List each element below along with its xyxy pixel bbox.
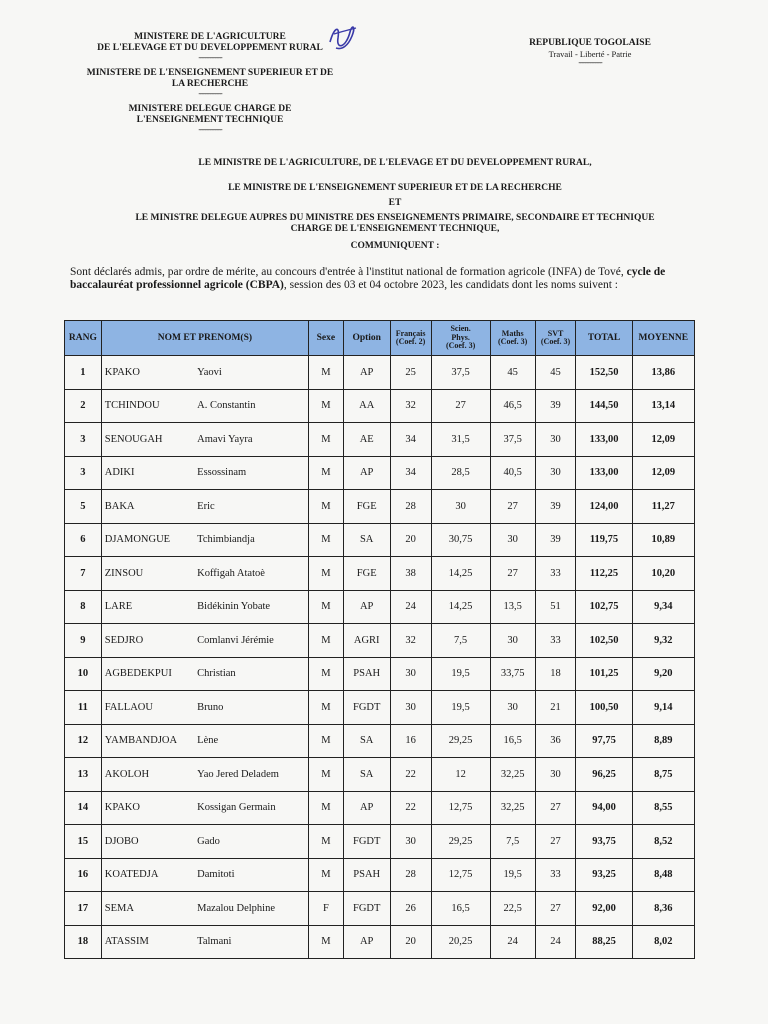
cell-maths: 40,5 — [490, 456, 535, 490]
cell-prenom: A. Constantin — [194, 389, 308, 423]
cell-prenom: Gado — [194, 825, 308, 859]
cell-svt: 45 — [535, 356, 576, 390]
cell-prenom: Bruno — [194, 691, 308, 725]
header-rang: RANG — [65, 321, 102, 356]
cell-moyenne: 8,52 — [632, 825, 694, 859]
table-row — [65, 691, 695, 725]
cell-nom: AGBEDEKPUI — [101, 657, 194, 691]
cell-maths: 30 — [490, 624, 535, 658]
cell-rang: 7 — [65, 557, 102, 591]
header-scien-coef: (Coef. 3) — [445, 341, 476, 351]
cell-scien-phys: 16,5 — [431, 892, 490, 926]
cell-nom: SEMA — [101, 892, 194, 926]
cell-scien-phys: 29,25 — [431, 825, 490, 859]
cell-moyenne: 8,55 — [632, 791, 694, 825]
ministry-higher-education-line2: LA RECHERCHE — [171, 79, 249, 89]
cell-francais: 16 — [390, 724, 431, 758]
cell-francais: 30 — [390, 657, 431, 691]
cell-rang: 1 — [65, 356, 102, 390]
cell-maths: 32,25 — [490, 791, 535, 825]
ministry-higher-education-line1: MINISTERE DE L'ENSEIGNEMENT SUPERIEUR ET DE — [86, 68, 334, 78]
cell-svt: 36 — [535, 724, 576, 758]
republic-header — [500, 38, 680, 67]
cell-option: AP — [343, 456, 390, 490]
cell-maths: 46,5 — [490, 389, 535, 423]
cell-francais: 26 — [390, 892, 431, 926]
cell-francais: 34 — [390, 423, 431, 457]
cell-sexe: M — [309, 657, 344, 691]
cell-svt: 21 — [535, 691, 576, 725]
cell-nom: YAMBANDJOA — [101, 724, 194, 758]
table-row — [65, 356, 695, 390]
cell-rang: 9 — [65, 624, 102, 658]
title-line-2: LE MINISTRE DE L'ENSEIGNEMENT SUPERIEUR ET DE LA RECHERCHE — [228, 183, 562, 193]
table-row — [65, 557, 695, 591]
cell-rang: 11 — [65, 691, 102, 725]
table-row — [65, 490, 695, 524]
results-table — [64, 320, 695, 959]
cell-prenom: Comlanvi Jérémie — [194, 624, 308, 658]
cell-moyenne: 8,36 — [632, 892, 694, 926]
intro-paragraph — [70, 266, 700, 292]
cell-prenom: Bidékinin Yobate — [194, 590, 308, 624]
table-row — [65, 925, 695, 959]
cell-maths: 37,5 — [490, 423, 535, 457]
cell-option: AP — [343, 791, 390, 825]
cell-maths: 27 — [490, 490, 535, 524]
cell-sexe: M — [309, 724, 344, 758]
cell-moyenne: 12,09 — [632, 456, 694, 490]
cell-scien-phys: 14,25 — [431, 557, 490, 591]
cell-total: 100,50 — [576, 691, 632, 725]
national-motto: Travail - Liberté - Patrie — [548, 49, 632, 59]
cell-total: 133,00 — [576, 423, 632, 457]
cell-option: PSAH — [343, 657, 390, 691]
cell-sexe: M — [309, 758, 344, 792]
cell-prenom: Christian — [194, 657, 308, 691]
cell-prenom: Yaovi — [194, 356, 308, 390]
cell-total: 93,25 — [576, 858, 632, 892]
table-row — [65, 389, 695, 423]
cell-scien-phys: 12 — [431, 758, 490, 792]
cell-sexe: M — [309, 389, 344, 423]
cell-nom: ADIKI — [101, 456, 194, 490]
cell-rang: 17 — [65, 892, 102, 926]
cell-option: AP — [343, 356, 390, 390]
cell-prenom: Essossinam — [194, 456, 308, 490]
cell-option: AP — [343, 590, 390, 624]
cell-nom: ATASSIM — [101, 925, 194, 959]
separator: -------------- — [198, 125, 222, 134]
title-line-1: LE MINISTRE DE L'AGRICULTURE, DE L'ELEVAGE ET DU DEVELOPPEMENT RURAL, — [198, 158, 592, 168]
cell-sexe: F — [309, 892, 344, 926]
cell-moyenne: 8,48 — [632, 858, 694, 892]
cell-sexe: M — [309, 925, 344, 959]
cell-francais: 28 — [390, 858, 431, 892]
cell-sexe: M — [309, 523, 344, 557]
cell-rang: 16 — [65, 858, 102, 892]
cell-svt: 24 — [535, 925, 576, 959]
table-row — [65, 724, 695, 758]
cell-option: PSAH — [343, 858, 390, 892]
cell-maths: 13,5 — [490, 590, 535, 624]
cell-prenom: Yao Jered Deladem — [194, 758, 308, 792]
cell-option: SA — [343, 724, 390, 758]
cell-moyenne: 10,89 — [632, 523, 694, 557]
cell-total: 88,25 — [576, 925, 632, 959]
cell-nom: KOATEDJA — [101, 858, 194, 892]
title-line-3: ET — [388, 198, 402, 208]
cell-option: FGDT — [343, 892, 390, 926]
cell-scien-phys: 12,75 — [431, 791, 490, 825]
cell-sexe: M — [309, 423, 344, 457]
cell-option: SA — [343, 758, 390, 792]
cell-prenom: Mazalou Delphine — [194, 892, 308, 926]
cell-rang: 3 — [65, 456, 102, 490]
intro-cycle-name: cycle de baccalauréat professionnel agricole (CBPA) — [70, 266, 666, 291]
cell-maths: 30 — [490, 523, 535, 557]
cell-total: 152,50 — [576, 356, 632, 390]
cell-scien-phys: 29,25 — [431, 724, 490, 758]
cell-nom: SENOUGAH — [101, 423, 194, 457]
cell-total: 119,75 — [576, 523, 632, 557]
cell-svt: 51 — [535, 590, 576, 624]
cell-moyenne: 9,34 — [632, 590, 694, 624]
table-row — [65, 791, 695, 825]
cell-moyenne: 8,75 — [632, 758, 694, 792]
cell-francais: 22 — [390, 758, 431, 792]
cell-prenom: Amavi Yayra — [194, 423, 308, 457]
communique-titles — [60, 158, 730, 252]
table-row — [65, 456, 695, 490]
cell-svt: 33 — [535, 624, 576, 658]
cell-rang: 3 — [65, 423, 102, 457]
cell-option: FGE — [343, 557, 390, 591]
ministry-technical-education-line2: L'ENSEIGNEMENT TECHNIQUE — [136, 115, 284, 125]
cell-maths: 16,5 — [490, 724, 535, 758]
cell-rang: 5 — [65, 490, 102, 524]
cell-scien-phys: 19,5 — [431, 657, 490, 691]
ministry-technical-education — [60, 104, 360, 134]
cell-francais: 25 — [390, 356, 431, 390]
cell-nom: AKOLOH — [101, 758, 194, 792]
table-row — [65, 892, 695, 926]
cell-total: 124,00 — [576, 490, 632, 524]
cell-sexe: M — [309, 557, 344, 591]
cell-option: FGE — [343, 490, 390, 524]
cell-moyenne: 12,09 — [632, 423, 694, 457]
header-francais-coef: (Coef. 2) — [395, 337, 426, 346]
cell-rang: 15 — [65, 825, 102, 859]
cell-maths: 19,5 — [490, 858, 535, 892]
header-total: TOTAL — [576, 321, 632, 356]
ministry-agriculture-line1: MINISTERE DE L'AGRICULTURE — [134, 32, 286, 42]
cell-option: AE — [343, 423, 390, 457]
cell-option: AA — [343, 389, 390, 423]
cell-rang: 2 — [65, 389, 102, 423]
cell-prenom: Koffigah Atatoè — [194, 557, 308, 591]
header-phys-label: Phys. — [451, 332, 470, 342]
header-scien-label: Scien. — [450, 324, 471, 334]
cell-sexe: M — [309, 691, 344, 725]
cell-francais: 24 — [390, 590, 431, 624]
header-moyenne: MOYENNE — [632, 321, 694, 356]
table-row — [65, 590, 695, 624]
cell-maths: 27 — [490, 557, 535, 591]
cell-sexe: M — [309, 624, 344, 658]
cell-total: 94,00 — [576, 791, 632, 825]
cell-moyenne: 8,02 — [632, 925, 694, 959]
cell-maths: 22,5 — [490, 892, 535, 926]
signature-mark — [326, 20, 358, 56]
cell-svt: 33 — [535, 557, 576, 591]
table-row — [65, 825, 695, 859]
cell-sexe: M — [309, 456, 344, 490]
cell-prenom: Tchimbiandja — [194, 523, 308, 557]
cell-francais: 20 — [390, 523, 431, 557]
cell-moyenne: 8,89 — [632, 724, 694, 758]
table-row — [65, 657, 695, 691]
cell-total: 112,25 — [576, 557, 632, 591]
header-svt-label: SVT — [547, 328, 564, 338]
cell-sexe: M — [309, 858, 344, 892]
cell-total: 101,25 — [576, 657, 632, 691]
intro-text-1: Sont déclarés admis, par ordre de mérite, au concours d'entrée à l'institut national de formation agricole (INFA) de Tové, — [70, 266, 624, 278]
cell-francais: 32 — [390, 624, 431, 658]
cell-svt: 27 — [535, 825, 576, 859]
cell-nom: FALLAOU — [101, 691, 194, 725]
header-svt — [535, 321, 576, 356]
country-name: REPUBLIQUE TOGOLAISE — [529, 38, 651, 48]
cell-francais: 30 — [390, 691, 431, 725]
cell-sexe: M — [309, 791, 344, 825]
header-maths — [490, 321, 535, 356]
cell-option: SA — [343, 523, 390, 557]
table-body — [65, 356, 695, 959]
title-line-4a: LE MINISTRE DELEGUE AUPRES DU MINISTRE DES ENSEIGNEMENTS PRIMAIRE, SECONDAIRE ET TECHNIQUE — [135, 213, 655, 223]
cell-svt: 39 — [535, 389, 576, 423]
header-nom-prenoms: NOM ET PRENOM(S) — [101, 321, 308, 356]
header-maths-label: Maths — [501, 328, 524, 338]
cell-rang: 12 — [65, 724, 102, 758]
cell-maths: 32,25 — [490, 758, 535, 792]
cell-prenom: Kossigan Germain — [194, 791, 308, 825]
cell-nom: BAKA — [101, 490, 194, 524]
cell-rang: 10 — [65, 657, 102, 691]
cell-scien-phys: 28,5 — [431, 456, 490, 490]
header-maths-coef: (Coef. 3) — [498, 337, 528, 346]
header-option: Option — [343, 321, 390, 356]
cell-scien-phys: 27 — [431, 389, 490, 423]
cell-sexe: M — [309, 356, 344, 390]
table-row — [65, 624, 695, 658]
cell-maths: 7,5 — [490, 825, 535, 859]
cell-scien-phys: 7,5 — [431, 624, 490, 658]
cell-maths: 45 — [490, 356, 535, 390]
ministry-higher-education — [60, 68, 360, 98]
cell-rang: 14 — [65, 791, 102, 825]
cell-scien-phys: 30,75 — [431, 523, 490, 557]
header-sexe: Sexe — [309, 321, 344, 356]
table-header-row — [65, 321, 695, 356]
cell-francais: 28 — [390, 490, 431, 524]
cell-option: AGRI — [343, 624, 390, 658]
cell-option: AP — [343, 925, 390, 959]
cell-total: 96,25 — [576, 758, 632, 792]
cell-francais: 34 — [390, 456, 431, 490]
cell-svt: 18 — [535, 657, 576, 691]
cell-maths: 30 — [490, 691, 535, 725]
cell-nom: ZINSOU — [101, 557, 194, 591]
table-row — [65, 758, 695, 792]
cell-moyenne: 9,32 — [632, 624, 694, 658]
ministries-header — [60, 32, 360, 140]
cell-scien-phys: 31,5 — [431, 423, 490, 457]
cell-scien-phys: 19,5 — [431, 691, 490, 725]
cell-prenom: Talmani — [194, 925, 308, 959]
cell-moyenne: 11,27 — [632, 490, 694, 524]
cell-svt: 30 — [535, 423, 576, 457]
title-line-4b: CHARGE DE L'ENSEIGNEMENT TECHNIQUE, — [290, 224, 500, 234]
cell-svt: 39 — [535, 490, 576, 524]
cell-francais: 22 — [390, 791, 431, 825]
cell-francais: 38 — [390, 557, 431, 591]
cell-total: 102,50 — [576, 624, 632, 658]
cell-scien-phys: 30 — [431, 490, 490, 524]
cell-rang: 13 — [65, 758, 102, 792]
cell-option: FGDT — [343, 691, 390, 725]
cell-scien-phys: 20,25 — [431, 925, 490, 959]
cell-sexe: M — [309, 825, 344, 859]
ministry-agriculture — [60, 32, 360, 62]
intro-text-3: , session des 03 et 04 octobre 2023, les candidats dont les noms suivent : — [283, 279, 618, 291]
header-francais-label: Français — [395, 328, 426, 338]
cell-nom: LARE — [101, 590, 194, 624]
cell-total: 92,00 — [576, 892, 632, 926]
table-row — [65, 523, 695, 557]
cell-nom: TCHINDOU — [101, 389, 194, 423]
separator: -------------- — [578, 58, 602, 67]
cell-nom: KPAKO — [101, 356, 194, 390]
cell-moyenne: 9,14 — [632, 691, 694, 725]
cell-svt: 39 — [535, 523, 576, 557]
table-row — [65, 423, 695, 457]
cell-rang: 6 — [65, 523, 102, 557]
cell-sexe: M — [309, 590, 344, 624]
cell-scien-phys: 14,25 — [431, 590, 490, 624]
cell-svt: 30 — [535, 456, 576, 490]
cell-nom: SEDJRO — [101, 624, 194, 658]
cell-total: 102,75 — [576, 590, 632, 624]
separator: -------------- — [198, 89, 222, 98]
cell-prenom: Lène — [194, 724, 308, 758]
title-communiquent: COMMUNIQUENT : — [350, 241, 440, 251]
cell-sexe: M — [309, 490, 344, 524]
separator: -------------- — [198, 53, 222, 62]
header-francais — [390, 321, 431, 356]
cell-maths: 33,75 — [490, 657, 535, 691]
cell-moyenne: 13,86 — [632, 356, 694, 390]
cell-moyenne: 13,14 — [632, 389, 694, 423]
cell-moyenne: 10,20 — [632, 557, 694, 591]
header-scien-phys — [431, 321, 490, 356]
cell-maths: 24 — [490, 925, 535, 959]
table-row — [65, 858, 695, 892]
cell-total: 144,50 — [576, 389, 632, 423]
ministry-agriculture-line2: DE L'ELEVAGE ET DU DEVELOPPEMENT RURAL — [97, 43, 323, 53]
cell-nom: KPAKO — [101, 791, 194, 825]
cell-scien-phys: 37,5 — [431, 356, 490, 390]
cell-nom: DJOBO — [101, 825, 194, 859]
cell-rang: 8 — [65, 590, 102, 624]
cell-svt: 27 — [535, 791, 576, 825]
cell-total: 97,75 — [576, 724, 632, 758]
cell-prenom: Eric — [194, 490, 308, 524]
cell-moyenne: 9,20 — [632, 657, 694, 691]
cell-francais: 30 — [390, 825, 431, 859]
ministry-technical-education-line1: MINISTERE DELEGUE CHARGE DE — [128, 104, 292, 114]
cell-francais: 20 — [390, 925, 431, 959]
cell-total: 93,75 — [576, 825, 632, 859]
cell-svt: 30 — [535, 758, 576, 792]
cell-scien-phys: 12,75 — [431, 858, 490, 892]
cell-svt: 27 — [535, 892, 576, 926]
cell-total: 133,00 — [576, 456, 632, 490]
cell-svt: 33 — [535, 858, 576, 892]
cell-prenom: Damitoti — [194, 858, 308, 892]
cell-option: FGDT — [343, 825, 390, 859]
cell-nom: DJAMONGUE — [101, 523, 194, 557]
cell-rang: 18 — [65, 925, 102, 959]
header-svt-coef: (Coef. 3) — [540, 337, 571, 346]
cell-francais: 32 — [390, 389, 431, 423]
